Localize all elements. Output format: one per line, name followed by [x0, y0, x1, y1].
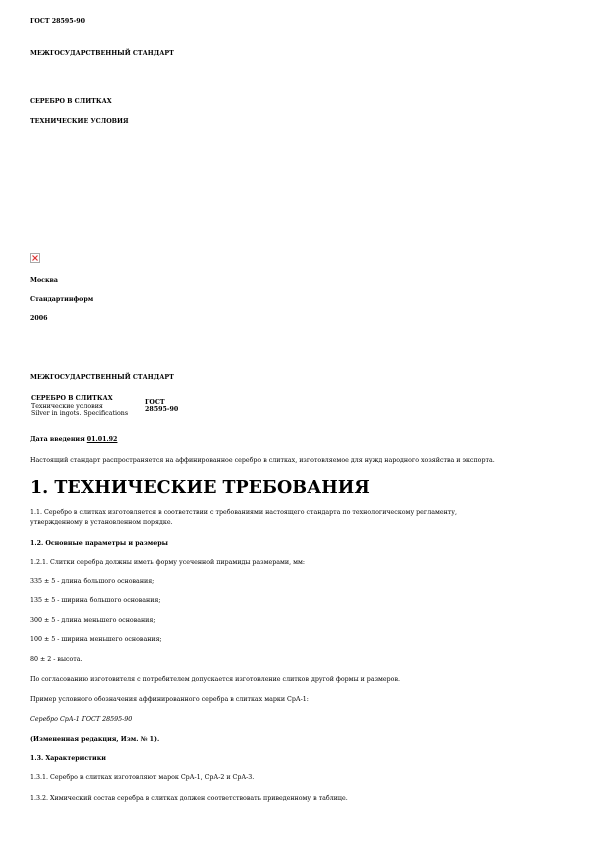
publication-year: 2006: [30, 315, 48, 322]
header-gost-label: ГОСТ: [145, 398, 165, 406]
example-paragraph: Пример условного обозначения аффинированного серебра в слитках марки СрА-1:: [30, 696, 309, 703]
paragraph-1-3-2: 1.3.2. Химический состав серебра в слитках должен соответствовать приведенному в таблице.: [30, 795, 348, 802]
document-subtitle: ТЕХНИЧЕСКИЕ УСЛОВИЯ: [30, 118, 129, 125]
header-gost-number: 28595-90: [145, 406, 179, 414]
intro-date-label: Дата введения: [30, 436, 85, 443]
header-title-en: Silver in ingots. Specifications: [31, 410, 129, 417]
broken-image-icon: [30, 253, 40, 263]
paragraph-1-1-line-1: 1.1. Серебро в слитках изготовляется в соответствии с требованиями настоящего стандарта по технологическому регламенту,: [30, 509, 457, 516]
standard-header-table: [30, 395, 179, 418]
paragraph-1-3-1: 1.3.1. Серебро в слитках изготовляют марок СрА-1, СрА-2 и СрА-3.: [30, 774, 255, 781]
dimension-item: 100 ± 5 - ширина меньшего основания;: [30, 636, 162, 643]
document-title: СЕРЕБРО В СЛИТКАХ: [30, 98, 112, 105]
city: Москва: [30, 277, 59, 284]
header-title-ru: СЕРЕБРО В СЛИТКАХ: [31, 395, 113, 402]
dimension-item: 300 ± 5 - длина меньшего основания;: [30, 617, 156, 624]
publisher: Стандартинформ: [30, 296, 94, 303]
dimension-item: 80 ± 2 - высота.: [30, 656, 83, 663]
example-designation: Серебро СрА-1 ГОСТ 28595-90: [30, 716, 133, 723]
edition-note: (Измененная редакция, Изм. № 1).: [30, 736, 160, 743]
interstate-standard-label-2: МЕЖГОСУДАРСТВЕННЫЙ СТАНДАРТ: [30, 374, 174, 381]
scope-paragraph: Настоящий стандарт распространяется на аффинированное серебро в слитках, изготовляемое для нужд народного хозяйства и экспорта.: [30, 457, 495, 464]
header-table-left-cell: [30, 395, 144, 418]
doc-code: ГОСТ 28595-90: [30, 18, 86, 25]
dimension-item: 335 ± 5 - длина большого основания;: [30, 578, 155, 585]
intro-date-link[interactable]: 01.01.92: [86, 436, 118, 443]
paragraph-1-2-1: 1.2.1. Слитки серебра должны иметь форму усеченной пирамиды размерами, мм:: [30, 559, 306, 566]
agreement-paragraph: По согласованию изготовителя с потребителем допускается изготовление слитков другой формы и размеров.: [30, 676, 400, 683]
paragraph-1-3-heading: 1.3. Характеристики: [30, 755, 106, 762]
header-table-right-cell: [144, 395, 179, 418]
section-1-heading: 1. ТЕХНИЧЕСКИЕ ТРЕБОВАНИЯ: [30, 478, 370, 498]
header-subtitle-ru: Технические условия: [31, 402, 103, 410]
interstate-standard-label: МЕЖГОСУДАРСТВЕННЫЙ СТАНДАРТ: [30, 50, 174, 57]
paragraph-1-1-line-2: утвержденному в установленном порядке.: [30, 519, 173, 526]
paragraph-1-2-heading: 1.2. Основные параметры и размеры: [30, 540, 168, 547]
dimension-item: 135 ± 5 - ширина большого основания;: [30, 597, 161, 604]
intro-date-line: [30, 436, 117, 444]
